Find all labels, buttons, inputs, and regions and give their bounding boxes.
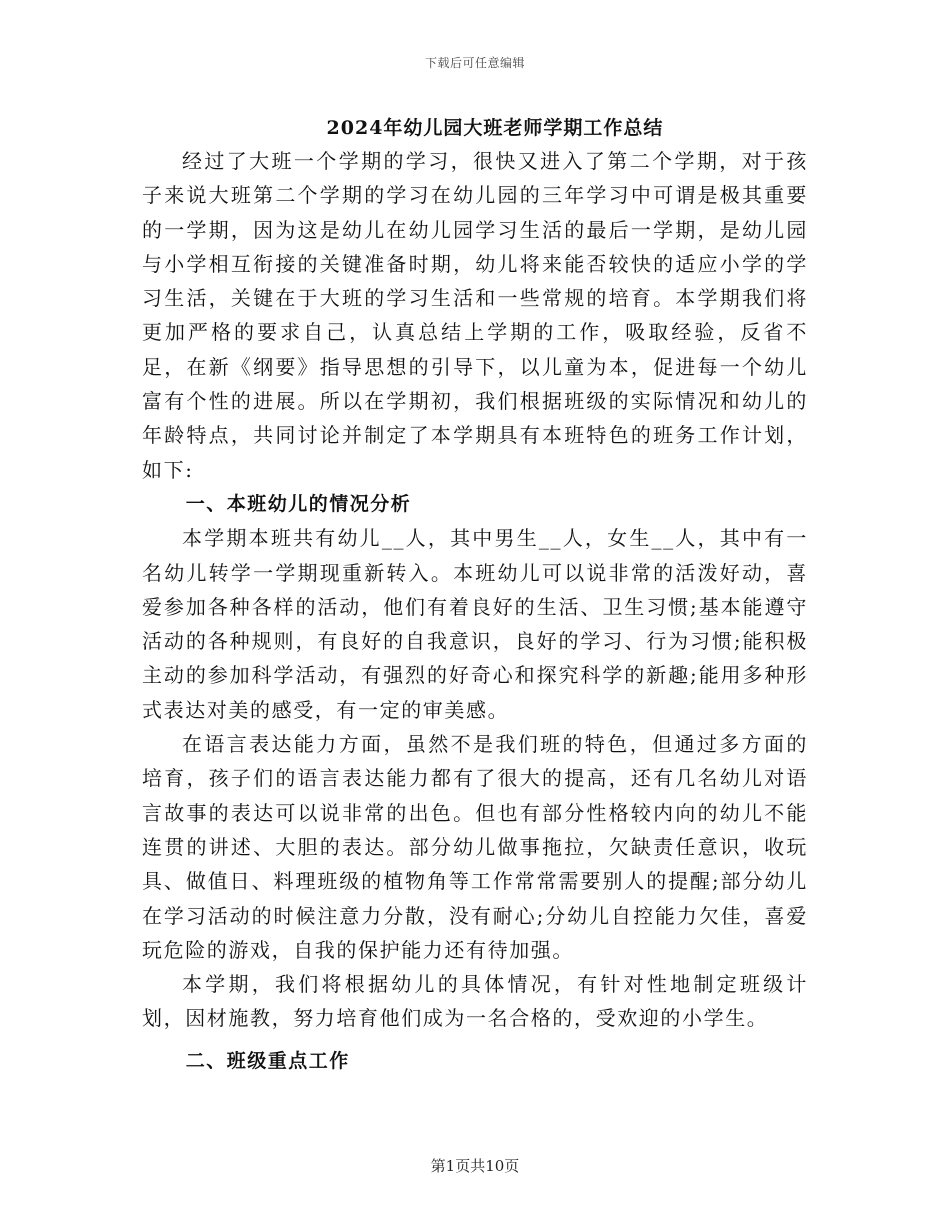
section1-paragraph-1: 本学期本班共有幼儿__人，其中男生__人，女生__人，其中有一名幼儿转学一学期现重新转入。本班幼儿可以说非常的活泼好动，喜爱参加各种各样的活动，他们有着良好的生活、卫生习惯;基本能遵守活动的各种规则，有良好的自我意识，良好的学习、行为习惯;能积极主动的参加科学活动，有强烈的好奇心和探究科学的新趣;能用多种形式表达对美的感受，有一定的审美感。 (142, 526, 808, 722)
page-number: 第1页共10页 (430, 1157, 520, 1175)
intro-paragraph: 经过了大班一个学期的学习，很快又进入了第二个学期，对于孩子来说大班第二个学期的学习在幼儿园的三年学习中可谓是极其重要的一学期，因为这是幼儿在幼儿园学习生活的最后一学期，是幼儿园与小学相互衔接的关键准备时期，幼儿将来能否较快的适应小学的学习生活，关键在于大班的学习生活和一些常规的培育。本学期我们将更加严格的要求自己，认真总结上学期的工作，吸取经验，反省不足，在新《纲要》指导思想的引导下，以儿童为本，促进每一个幼儿富有个性的进展。所以在学期初，我们根据班级的实际情况和幼儿的年龄特点，共同讨论并制定了本学期具有本班特色的班务工作计划，如下: (142, 149, 808, 482)
section-heading-1: 一、本班幼儿的情况分析 (185, 492, 412, 515)
header-note: 下载后可任意编辑 (424, 56, 525, 70)
section1-paragraph-2: 在语言表达能力方面，虽然不是我们班的特色，但通过多方面的培育，孩子们的语言表达能力都有了很大的提高，还有几名幼儿对语言故事的表达可以说非常的出色。但也有部分性格较内向的幼儿不能连贯的讲述、大胆的表达。部分幼儿做事拖拉，欠缺责任意识，收玩具、做值日、料理班级的植物角等工作常常需要别人的提醒;部分幼儿在学习活动的时候注意力分散，没有耐心;分幼儿自控能力欠佳，喜爱玩危险的游戏，自我的保护能力还有待加强。 (142, 732, 808, 962)
document-title: 2024年幼儿园大班老师学期工作总结 (326, 117, 664, 139)
section1-paragraph-3: 本学期，我们将根据幼儿的具体情况，有针对性地制定班级计划，因材施教，努力培育他们成为一名合格的，受欢迎的小学生。 (142, 972, 808, 1031)
section-heading-2: 二、班级重点工作 (185, 1049, 350, 1072)
document-body (142, 112, 808, 1078)
